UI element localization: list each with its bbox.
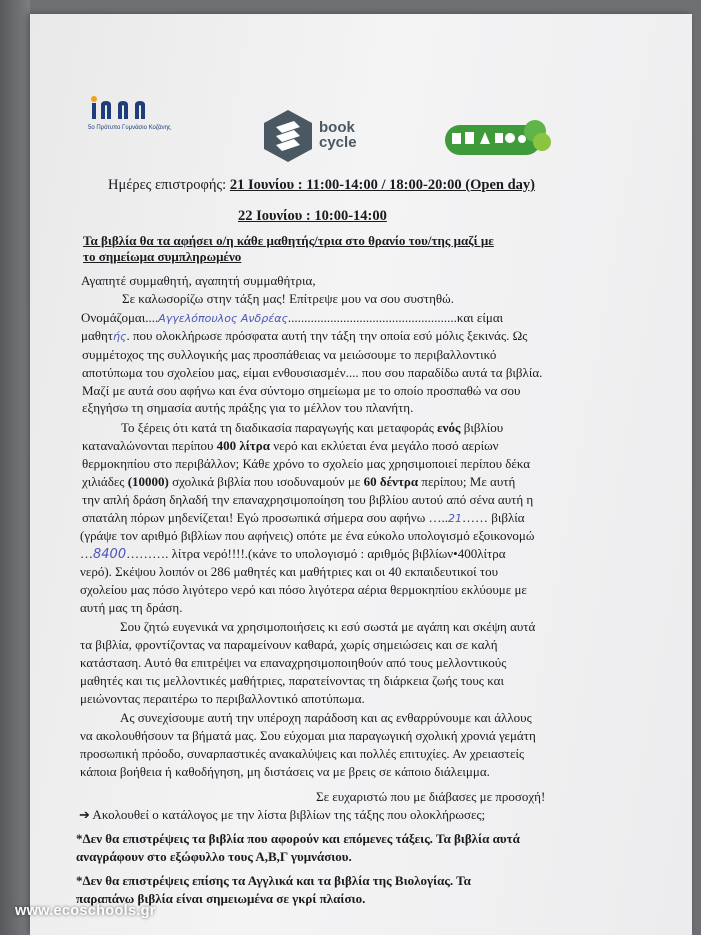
note-2-line: παραπάνω βιβλία είναι σημειωμένα σε γκρί πλαίσιο. xyxy=(76,891,366,906)
handwritten-book-count: 21 xyxy=(448,512,463,525)
paragraph-1-line: Σε καλωσορίζω στην τάξη μας! Επίτρεψε μου να σου συστηθώ. xyxy=(122,291,454,306)
school-logo-caption: 5ο Πρότυπο Γυμνάσιο Κοζάνης xyxy=(88,125,171,131)
paragraph-1-line: μαθητής. που ολοκλήρωσε πρόσφατα αυτή την τάξη την οποία εσύ μόλις ξεκινάς. Ως xyxy=(81,328,528,343)
paragraph-2-line: την απλή δράση δηλαδή την επαναχρησιμοποίηση του βιβλίου αυτού από σένα αυτή η xyxy=(82,492,534,507)
return-date-21: 21 Ιουνίου : 11:00-14:00 / 18:00-20:00 (Open day) xyxy=(229,177,535,193)
paragraph-1-line: εξηγήσω τη σημασία αυτής πράξης για το μέλλον του πλανήτη. xyxy=(82,400,414,415)
paragraph-4-line: να ακολουθήσουν τα βήματά μας. Σου εύχομαι μια παραγωγική σχολική χρονιά γεμάτη xyxy=(80,728,536,743)
handwritten-name: Αγγελόπουλος Ανδρέας xyxy=(158,312,288,325)
name-fill-line: Ονομάζομαι....Αγγελόπουλος Ανδρέας....................................................και είμαι xyxy=(81,310,504,325)
note-1-line: αναγράφουν στο εξώφυλλο τους Α,Β,Γ γυμνάσιου. xyxy=(76,849,352,864)
paragraph-4-line: Ας συνεχίσουμε αυτή την υπέροχη παράδοση και ας ενθαρρύνουμε και άλλους xyxy=(120,710,532,725)
note-1-line: *Δεν θα επιστρέψεις τα βιβλία που αφορούν και επόμενες τάξεις. Τα βιβλία αυτά xyxy=(76,831,520,846)
paragraph-3-line: τα βιβλία, φροντίζοντας να παραμείνουν καθαρά, χωρίς σημειώσεις και σε καλή xyxy=(80,637,498,652)
greeting: Αγαπητέ συμμαθητή, αγαπητή συμμαθήτρια, xyxy=(81,273,316,288)
paragraph-2-line: χιλιάδες (10000) σχολικά βιβλία που ισοδυναμούν με 60 δέντρα περίπου; Με αυτή xyxy=(82,474,516,489)
paragraph-3-line: κατάσταση. Αυτό θα επιτρέψει να επαναχρησιμοποιηθούν από τους μελλοντικούς xyxy=(80,655,507,670)
paragraph-4-line: κάποια βοήθεια ή καθοδήγηση, μη διστάσεις να με βρεις σε κάποιο διάλειμμα. xyxy=(80,764,490,779)
paragraph-2-line: καταναλώνονται περίπου 400 λίτρα νερό και εκλύεται ένα μεγάλο ποσό αερίων xyxy=(82,438,499,453)
paragraph-2-line: Το ξέρεις ότι κατά τη διαδικασία παραγωγής και μεταφοράς ενός βιβλίου xyxy=(121,420,504,435)
handwritten-ending: ής xyxy=(113,330,127,343)
instruction-line-2: το σημείωμα συμπληρωμένο xyxy=(83,249,242,264)
book-list-line: ➔ Ακολουθεί ο κατάλογος με την λίστα βιβλίων της τάξης που ολοκλήρωσες; xyxy=(79,807,486,822)
paragraph-1-line: αποτύπωμα του σχολείου μας, είμαι ενθουσιασμέν.... που σου παραδίδω αυτά τα βιβλία. xyxy=(82,365,543,380)
paragraph-3-line: μειώνοντας περαιτέρω το περιβαλλοντικό αποτύπωμα. xyxy=(80,691,365,706)
return-date-22: 22 Ιουνίου : 10:00-14:00 xyxy=(238,208,387,224)
closing-line: Σε ευχαριστώ που με διάβασες με προσοχή! xyxy=(316,789,546,804)
watermark: www.ecoschools.gr xyxy=(15,903,156,919)
paragraph-2-line: νερό). Σκέψου λοιπόν οι 286 μαθητές και μαθήτριες και οι 40 εκπαιδευτικοί του xyxy=(80,564,499,579)
paragraph-2-line: θερμοκηπίου στο περιβάλλον; Κάθε χρόνο το σχολείο μας χρησιμοποιεί περίπου δέκα xyxy=(82,456,531,471)
paragraph-1-line: συμμέτοχος της συλλογικής μας προσπάθειας να μειώσουμε το περιβαλλοντικό xyxy=(82,347,497,362)
paragraph-4-line: προσωπική πρόοδο, συναρπαστικές ανακαλύψεις και πολλές επιτυχίες. Αν χρειαστείς xyxy=(80,746,525,761)
paragraph-3-line: μαθητές και τις μελλοντικές μαθήτριες, παρατείνοντας τη διάρκεια ζωής τους και xyxy=(80,673,504,688)
paragraph-2-line: αυτή μας τη δράση. xyxy=(80,600,183,615)
paragraph-3-line: Σου ζητώ ευγενικά να χρησιμοποιήσεις κι εσύ σωστά με αγάπη και σκέψη αυτά xyxy=(120,619,536,634)
handwritten-water-liters: 8400 xyxy=(93,547,127,562)
instruction-line-1: Τα βιβλία θα τα αφήσει ο/η κάθε μαθητής/τρια στο θρανίο του/της μαζί με xyxy=(83,233,494,248)
paragraph-2-line: (γράψε τον αριθμό βιβλίων που αφήνεις) οπότε με ένα εύκολο υπολογισμό εξοικονομώ xyxy=(80,528,535,543)
bookcycle-wordmark: book cycle xyxy=(319,119,357,151)
paragraph-1-line: Μαζί με αυτά σου αφήνω και ένα σύντομο σημείωμα με το οποίο προσπαθώ να σου xyxy=(82,383,521,398)
paragraph-2-line: σπατάλη πόρων μηδενίζεται! Εγώ προσωπικά σήμερα σου αφήνω …..21…… βιβλία xyxy=(82,510,525,525)
paragraph-2-line: σχολείου μας πόσο λιγότερο νερό και πόσο λιγότερα αέρια θερμοκηπίου εκλύουμε με xyxy=(80,582,527,597)
note-2-line: *Δεν θα επιστρέψεις επίσης τα Αγγλικά και τα βιβλία της Βιολογίας. Τα xyxy=(76,873,471,888)
return-dates-line-1: Ημέρες επιστροφής: 21 Ιουνίου : 11:00-14:00 / 18:00-20:00 (Open day) xyxy=(108,177,535,193)
paragraph-2-line: …8400………. λίτρα νερό!!!!.(κάνε το υπολογισμό : αριθμός βιβλίων•400λίτρα xyxy=(80,546,506,562)
